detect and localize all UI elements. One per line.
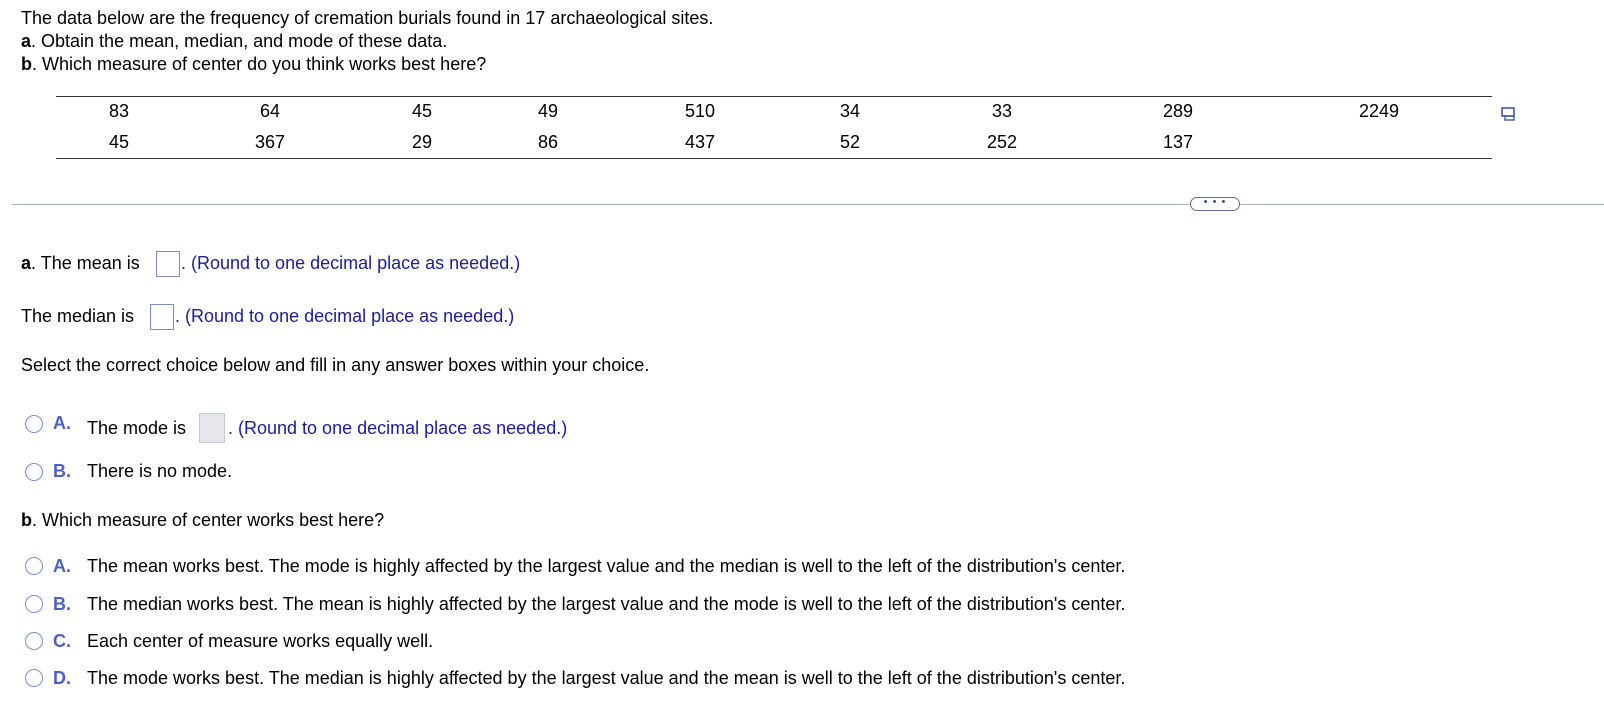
table-cell: 33 xyxy=(991,101,1013,121)
part-b-prefix: b xyxy=(21,510,32,530)
expand-more-button[interactable]: • • • xyxy=(1190,197,1240,211)
table-bottom-rule xyxy=(56,158,1492,159)
table-cell: 437 xyxy=(684,132,716,152)
mode-choice-a-text: The mode is xyxy=(87,418,187,438)
table-cell: 2249 xyxy=(1358,101,1400,121)
median-hint: . (Round to one decimal place as needed.) xyxy=(175,306,515,326)
table-cell: 83 xyxy=(108,101,130,121)
table-cell: 34 xyxy=(839,101,861,121)
table-cell: 367 xyxy=(254,132,286,152)
center-choice-b-text: The median works best. The mean is highly affected by the largest value and the mode is well to the left of the distribution's center. xyxy=(87,594,1126,614)
mode-choice-b-letter: B. xyxy=(53,461,71,481)
table-cell: 289 xyxy=(1162,101,1194,121)
table-cell: 510 xyxy=(684,101,716,121)
mode-choice-a-letter: A. xyxy=(53,413,71,433)
mean-label: . The mean is xyxy=(31,253,140,273)
part-b-letter: b xyxy=(21,54,32,74)
center-choice-b-radio[interactable] xyxy=(25,595,43,613)
mean-answer-box[interactable] xyxy=(156,251,180,277)
question-line-1: The data below are the frequency of cremation burials found in 17 archaeological sites. xyxy=(21,8,714,28)
part-a-prefix: a xyxy=(21,253,32,273)
table-cell: 86 xyxy=(537,132,559,152)
table-cell: 45 xyxy=(411,101,433,121)
table-cell: 64 xyxy=(259,101,281,121)
center-choice-c-letter: C. xyxy=(53,631,71,651)
mean-row xyxy=(21,253,140,274)
question-line-2 xyxy=(21,30,447,53)
center-choice-d-text: The mode works best. The median is highly affected by the largest value and the mean is well to the left of the distribution's center. xyxy=(87,668,1126,688)
table-cell: 137 xyxy=(1162,132,1194,152)
table-cell: 252 xyxy=(986,132,1018,152)
center-choice-a-letter: A. xyxy=(53,556,71,576)
question-line-2-text: . Obtain the mean, median, and mode of these data. xyxy=(31,31,448,51)
table-cell: 49 xyxy=(537,101,559,121)
part-b-question-text: . Which measure of center works best here? xyxy=(32,510,385,530)
center-choice-d-radio[interactable] xyxy=(25,669,43,687)
center-choice-c-radio[interactable] xyxy=(25,632,43,650)
mode-choice-b-radio[interactable] xyxy=(25,463,43,481)
median-answer-box[interactable] xyxy=(150,304,174,330)
mode-answer-box[interactable] xyxy=(199,413,225,443)
mode-choice-b-text: There is no mode. xyxy=(87,461,233,481)
mean-hint: . (Round to one decimal place as needed.) xyxy=(181,253,521,273)
center-choice-d-letter: D. xyxy=(53,668,71,688)
center-choice-a-radio[interactable] xyxy=(25,557,43,575)
part-a-letter: a xyxy=(21,31,32,51)
table-cell: 45 xyxy=(108,132,130,152)
select-instruction: Select the correct choice below and fill in any answer boxes within your choice. xyxy=(21,355,650,375)
section-divider xyxy=(12,204,1604,205)
mode-choice-a-radio[interactable] xyxy=(25,415,43,433)
part-b-question xyxy=(21,510,384,531)
question-line-3 xyxy=(21,53,486,76)
table-cell: 29 xyxy=(411,132,433,152)
median-label: The median is xyxy=(21,306,135,326)
center-choice-a-text: The mean works best. The mode is highly affected by the largest value and the median is well to the left of the distribution's center. xyxy=(87,556,1126,576)
open-data-window-icon[interactable] xyxy=(1501,105,1517,119)
question-line-3-text: . Which measure of center do you think works best here? xyxy=(32,54,487,74)
mode-hint: . (Round to one decimal place as needed.) xyxy=(228,418,568,438)
table-cell: 52 xyxy=(839,132,861,152)
center-choice-b-letter: B. xyxy=(53,594,71,614)
table-top-rule xyxy=(56,96,1492,97)
center-choice-c-text: Each center of measure works equally well. xyxy=(87,631,434,651)
